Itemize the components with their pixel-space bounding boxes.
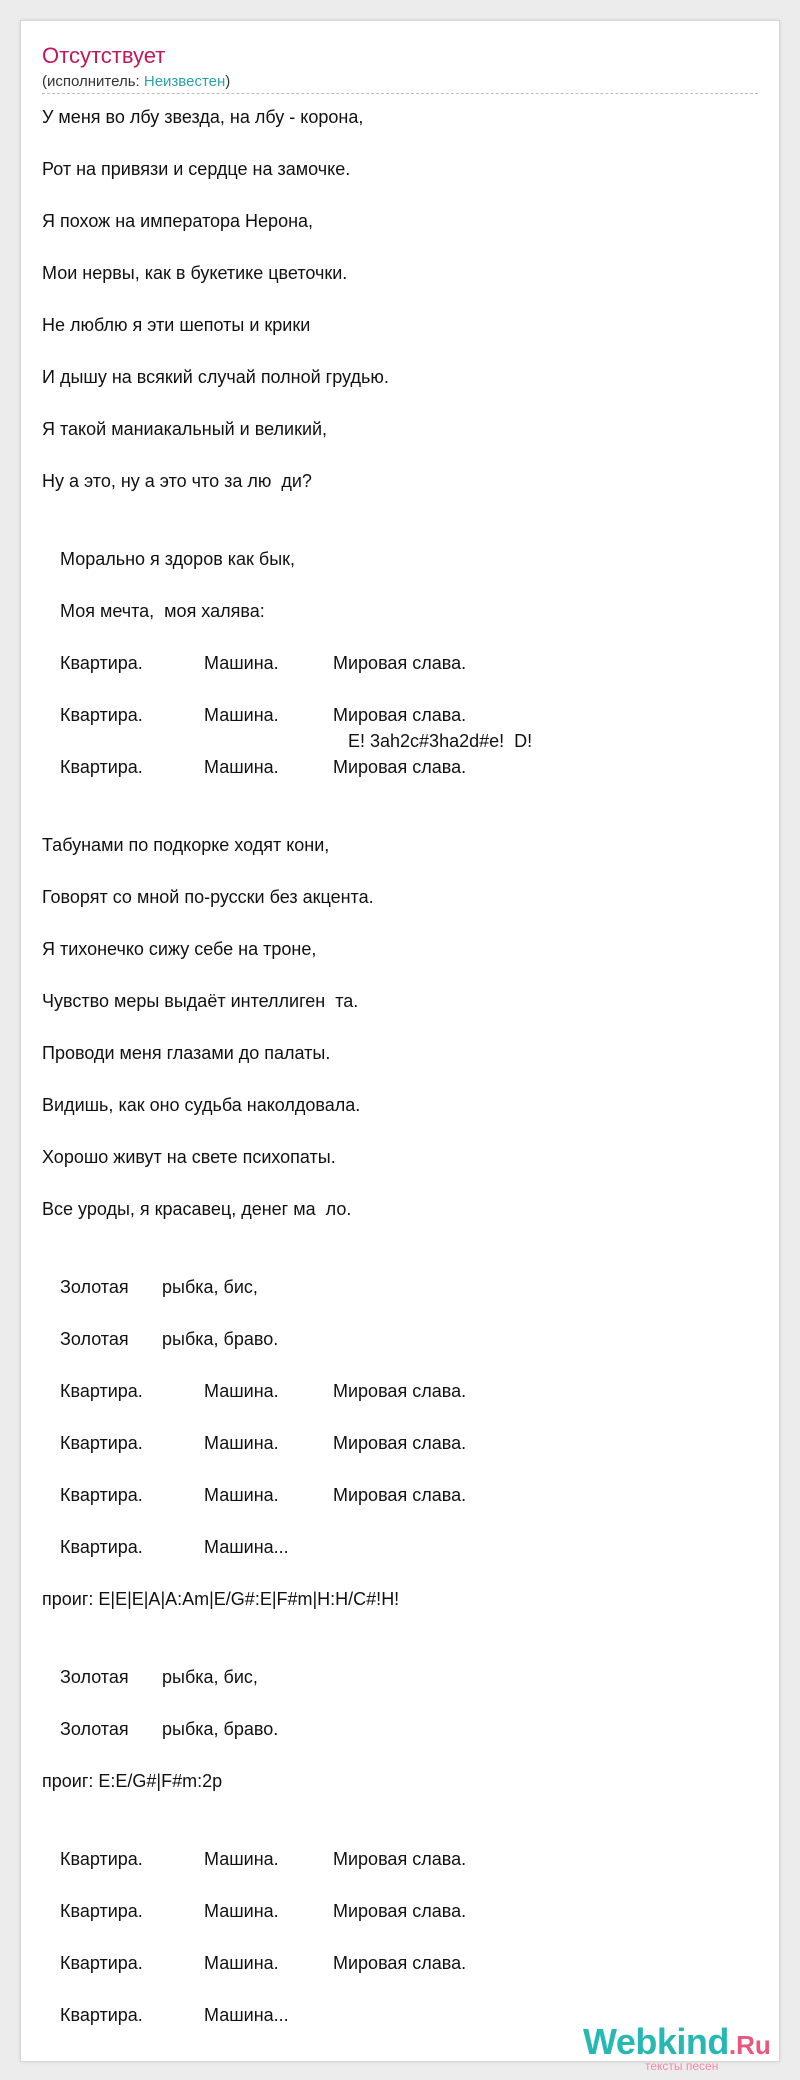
chorus-col-b: Машина. xyxy=(204,1485,279,1505)
lyric-line: Ну а это, ну а это что за лю ди? xyxy=(42,471,312,491)
lyric-line: И дышу на всякий случай полной грудью. xyxy=(42,367,389,387)
chorus-col-a: Квартира. xyxy=(60,1433,143,1453)
byline-prefix: (исполнитель: xyxy=(42,73,144,90)
chord-progression: проиг: E|E|E|A|A:Am|E/G#:E|F#m|H:H/C#!H! xyxy=(42,1589,400,1609)
chorus-col-a: Квартира. xyxy=(60,1485,143,1505)
lyric-line: Я тихонечко сижу себе на троне, xyxy=(42,939,317,959)
lyric-line: Говорят со мной по-русски без акцента. xyxy=(42,887,374,907)
chorus-col-b: Машина... xyxy=(204,2005,289,2025)
fish-col-b: рыбка, браво. xyxy=(162,1719,279,1739)
lyric-line: Чувство меры выдаёт интеллиген та. xyxy=(42,991,359,1011)
lyric-line: Проводи меня глазами до палаты. xyxy=(42,1043,331,1063)
logo-tagline: тексты песен xyxy=(645,2059,719,2073)
fish-col-b: рыбка, бис, xyxy=(162,1277,258,1297)
chorus-col-c: Мировая слава. xyxy=(333,1901,467,1921)
lyric-line: Я такой маниакальный и великий, xyxy=(42,419,328,439)
site-logo[interactable] xyxy=(583,2021,771,2073)
chorus-col-c: Мировая слава. xyxy=(333,653,467,673)
chorus-col-b: Машина. xyxy=(204,705,279,725)
chorus-line: Морально я здоров как бык, xyxy=(60,549,296,569)
fish-col-a: Золотая xyxy=(60,1719,129,1739)
chord-line: E! 3ah2c#3ha2d#e! D! xyxy=(348,731,533,751)
chorus-col-b: Машина. xyxy=(204,653,279,673)
chorus-col-a: Квартира. xyxy=(60,1953,143,1973)
chorus-col-c: Мировая слава. xyxy=(333,1381,467,1401)
lyric-line: Я похож на императора Нерона, xyxy=(42,211,314,231)
logo-brand: Webkind xyxy=(583,2021,729,2062)
chord-progression: проиг: E:E/G#|F#m:2p xyxy=(42,1771,223,1791)
chorus-line: Моя мечта, моя халява: xyxy=(60,601,265,621)
artist-link[interactable]: Неизвестен xyxy=(143,73,226,90)
fish-col-a: Золотая xyxy=(60,1667,129,1687)
lyric-line: Все уроды, я красавец, денег ма ло. xyxy=(42,1199,352,1219)
song-title: Отсутствует xyxy=(42,43,166,68)
logo-suffix: .Ru xyxy=(728,2030,771,2060)
chorus-col-a: Квартира. xyxy=(60,1849,143,1869)
chorus-col-a: Квартира. xyxy=(60,653,143,673)
fish-col-b: рыбка, браво. xyxy=(162,1329,279,1349)
chorus-col-a: Квартира. xyxy=(60,1537,143,1557)
chorus-col-c: Мировая слава. xyxy=(333,1433,467,1453)
chorus-col-a: Квартира. xyxy=(60,2005,143,2025)
chorus-col-c: Мировая слава. xyxy=(333,757,467,777)
chorus-col-b: Машина. xyxy=(204,1433,279,1453)
chorus-col-c: Мировая слава. xyxy=(333,1953,467,1973)
lyric-line: Видишь, как оно судьба наколдовала. xyxy=(42,1095,361,1115)
chorus-col-b: Машина. xyxy=(204,1901,279,1921)
lyric-line: У меня во лбу звезда, на лбу - корона, xyxy=(42,107,364,127)
lyric-line: Хорошо живут на свете психопаты. xyxy=(42,1147,336,1167)
chorus-col-a: Квартира. xyxy=(60,1381,143,1401)
fish-col-a: Золотая xyxy=(60,1277,129,1297)
fish-col-a: Золотая xyxy=(60,1329,129,1349)
chorus-col-b: Машина. xyxy=(204,1849,279,1869)
chorus-col-c: Мировая слава. xyxy=(333,1485,467,1505)
chorus-col-b: Машина. xyxy=(204,757,279,777)
chorus-col-b: Машина... xyxy=(204,1537,289,1557)
lyric-line: Не люблю я эти шепоты и крики xyxy=(42,315,311,335)
artist-byline xyxy=(42,73,230,90)
lyric-line: Рот на привязи и сердце на замочке. xyxy=(42,159,351,179)
chorus-col-b: Машина. xyxy=(204,1381,279,1401)
chorus-col-b: Машина. xyxy=(204,1953,279,1973)
chorus-col-a: Квартира. xyxy=(60,705,143,725)
lyric-line: Мои нервы, как в букетике цветочки. xyxy=(42,263,348,283)
chorus-col-a: Квартира. xyxy=(60,1901,143,1921)
chorus-col-c: Мировая слава. xyxy=(333,1849,467,1869)
chorus-col-a: Квартира. xyxy=(60,757,143,777)
title-divider xyxy=(42,93,758,94)
chorus-col-c: Мировая слава. xyxy=(333,705,467,725)
byline-suffix: ) xyxy=(225,73,231,90)
lyric-line: Табунами по подкорке ходят кони, xyxy=(42,835,330,855)
fish-col-b: рыбка, бис, xyxy=(162,1667,258,1687)
